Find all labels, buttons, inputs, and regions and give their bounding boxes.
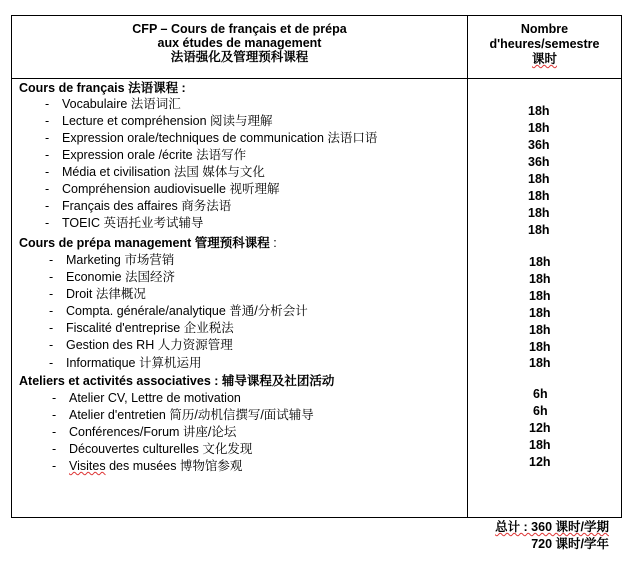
list-item <box>12 387 621 407</box>
item-hours: 18h <box>529 272 551 286</box>
item-label: Compréhension audiovisuelle 视听理解 <box>62 182 280 196</box>
item-label: Lecture et compréhension 阅读与理解 <box>62 114 273 128</box>
item-hours: 18h <box>528 206 550 220</box>
item-label: Marketing 市场营销 <box>66 253 175 267</box>
list-dash: - <box>45 165 50 179</box>
list-dash: - <box>49 287 54 301</box>
item-hours: 18h <box>529 255 551 269</box>
header-title-line3: 法语强化及管理预科课程 <box>170 50 309 64</box>
list-item <box>12 130 621 152</box>
section-title-management-text: Cours de prépa management 管理预科课程 <box>19 236 270 250</box>
list-dash: - <box>45 148 50 162</box>
item-hours: 18h <box>529 323 551 337</box>
item-label: Vocabulaire 法语词汇 <box>62 97 181 111</box>
item-label: Expression orale/techniques de communication 法语口语 <box>62 131 378 145</box>
item-hours: 18h <box>529 356 551 370</box>
item-hours: 18h <box>529 438 551 452</box>
item-label-rest: des musées 博物馆参观 <box>105 459 243 473</box>
total-semester-text: 总计 : 360 课时/学期 <box>495 520 609 534</box>
list-dash: - <box>52 425 57 439</box>
total-year-text: 720 课时/学年 <box>531 537 609 551</box>
item-hours: 18h <box>529 340 551 354</box>
header-hours-title <box>468 22 621 67</box>
list-dash: - <box>52 442 57 456</box>
list-item <box>12 96 621 118</box>
item-label: Atelier CV, Lettre de motivation <box>69 391 241 405</box>
header-hours-line1: Nombre <box>520 22 569 36</box>
section-title-management <box>19 235 277 252</box>
header-hours-line3: 课时 <box>531 52 557 66</box>
list-item <box>12 181 621 203</box>
item-hours: 18h <box>528 104 550 118</box>
item-label: Economie 法国经济 <box>66 270 176 284</box>
total-semester <box>495 519 609 536</box>
list-dash: - <box>45 216 50 230</box>
item-label-visites: Visites <box>69 459 106 473</box>
section-row <box>12 235 621 252</box>
list-item <box>12 147 621 169</box>
item-hours: 18h <box>528 189 550 203</box>
list-dash: - <box>49 270 54 284</box>
item-label: Informatique 计算机运用 <box>66 356 202 370</box>
item-hours: 6h <box>533 387 548 401</box>
list-item <box>12 252 621 269</box>
item-label: Conférences/Forum 讲座/论坛 <box>69 425 237 439</box>
list-dash: - <box>49 321 54 335</box>
header-divider <box>12 78 621 79</box>
item-hours: 36h <box>528 138 550 152</box>
item-hours: 36h <box>528 155 550 169</box>
total-year <box>531 536 609 553</box>
list-item <box>12 269 621 286</box>
list-item <box>12 198 621 220</box>
item-label: Atelier d'entretien 简历/动机信撰写/面试辅导 <box>69 408 314 422</box>
list-dash: - <box>45 131 50 145</box>
header-title-line1: CFP – Cours de français et de prépa <box>132 22 347 36</box>
item-hours: 18h <box>528 172 550 186</box>
list-item <box>12 113 621 135</box>
item-hours: 12h <box>529 455 551 469</box>
list-dash: - <box>49 338 54 352</box>
item-hours: 18h <box>529 289 551 303</box>
item-label: Gestion des RH 人力资源管理 <box>66 338 233 352</box>
list-dash: - <box>45 199 50 213</box>
item-label: Expression orale /écrite 法语写作 <box>62 148 247 162</box>
list-dash: - <box>52 408 57 422</box>
item-label: Compta. générale/analytique 普通/分析会计 <box>66 304 308 318</box>
item-label: Droit 法律概况 <box>66 287 146 301</box>
item-label: TOEIC 英语托业考试辅导 <box>62 216 204 230</box>
item-hours: 6h <box>533 404 548 418</box>
list-dash: - <box>49 356 54 370</box>
list-item <box>12 164 621 186</box>
list-dash: - <box>49 253 54 267</box>
course-table <box>11 15 622 518</box>
item-label: Découvertes culturelles 文化发现 <box>69 442 253 456</box>
list-item <box>12 215 621 237</box>
section-title-workshops: Ateliers et activités associatives : 辅导课程及社团活动 <box>19 374 335 388</box>
item-hours: 12h <box>529 421 551 435</box>
list-dash: - <box>45 97 50 111</box>
list-dash: - <box>45 182 50 196</box>
item-hours: 18h <box>528 223 550 237</box>
list-dash: - <box>52 391 57 405</box>
section-row <box>12 80 621 97</box>
list-item <box>12 355 621 372</box>
section-row <box>12 373 621 390</box>
list-item <box>12 320 621 337</box>
list-item <box>12 455 621 475</box>
list-dash: - <box>49 304 54 318</box>
item-hours: 18h <box>528 121 550 135</box>
item-hours: 18h <box>529 306 551 320</box>
list-dash: - <box>45 114 50 128</box>
item-label: Fiscalité d'entreprise 企业税法 <box>66 321 234 335</box>
header-course-title <box>12 22 467 64</box>
list-item <box>12 303 621 320</box>
item-label: Français des affaires 商务法语 <box>62 199 232 213</box>
list-item <box>12 286 621 303</box>
list-dash: - <box>52 459 57 473</box>
header-hours-line2: d'heures/semestre <box>489 37 600 51</box>
item-label <box>69 458 242 475</box>
item-label: Média et civilisation 法国 媒体与文化 <box>62 165 265 179</box>
list-item <box>12 337 621 354</box>
header-title-line2: aux études de management <box>157 36 322 50</box>
section-title-management-suffix: : <box>269 236 277 250</box>
section-title-french: Cours de français 法语课程 : <box>19 81 186 95</box>
